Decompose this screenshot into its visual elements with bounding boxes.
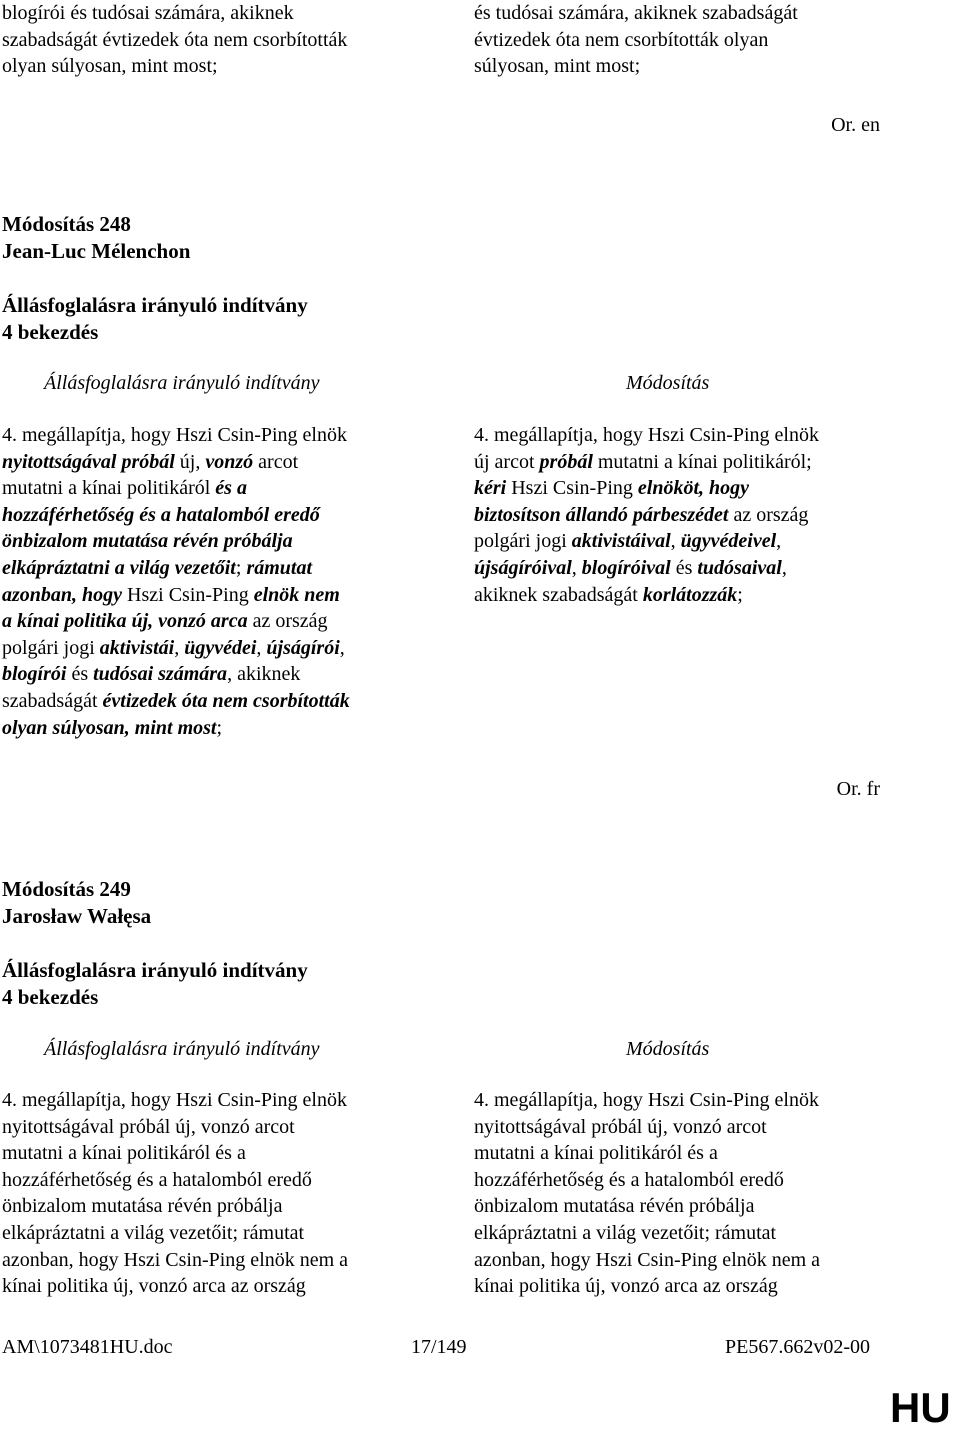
- changed-text: ügyvédei: [184, 636, 257, 659]
- unchanged-text: szabadságát: [2, 689, 103, 712]
- changed-text: a kínai politika új, vonzó arca: [2, 610, 248, 633]
- unchanged-text: és: [66, 663, 94, 686]
- changed-text: önbizalom mutatása révén próbálja: [2, 530, 293, 553]
- text-line: [2, 555, 442, 582]
- text-line: mutatni a kínai politikáról és a: [474, 1142, 718, 1165]
- unchanged-text: Hszi Csin-Ping: [506, 477, 638, 500]
- unchanged-text: ,: [670, 530, 681, 553]
- changed-text: aktivistáival: [571, 530, 671, 553]
- document-type-248: Állásfoglalásra irányuló indítvány: [2, 293, 308, 317]
- changed-text: elnök nem: [253, 583, 340, 606]
- original-text-249: [2, 1087, 442, 1300]
- changed-text: blogírói: [2, 663, 67, 686]
- column-header-motion-249: Állásfoglalásra irányuló indítvány: [44, 1038, 320, 1060]
- unchanged-text: mutatni a kínai politikáról;: [592, 450, 812, 473]
- text-line: [474, 422, 914, 449]
- amendment-title-248: Módosítás 248: [2, 212, 131, 236]
- text-line: és tudósai számára, akiknek szabadságát: [474, 2, 798, 24]
- text-line: hozzáférhetőség és a hatalomból eredő: [474, 1168, 784, 1191]
- changed-text: vonzó: [205, 450, 254, 473]
- unchanged-text: ;: [216, 716, 223, 739]
- changed-text: elnököt, hogy: [637, 477, 750, 500]
- unchanged-text: mutatni a kínai politikáról: [2, 477, 216, 500]
- text-line: [474, 449, 914, 476]
- amendment-author-249: Jarosław Wałęsa: [2, 904, 152, 928]
- changed-text: tudósai számára: [93, 663, 228, 686]
- changed-text: hozzáférhetőség és a hatalomból eredő: [2, 503, 320, 526]
- changed-text: nyitottságával próbál: [2, 450, 175, 473]
- text-line: [2, 608, 442, 635]
- unchanged-text: 4. megállapítja, hogy Hszi Csin-Ping elnök: [474, 424, 819, 446]
- amended-text-249: [474, 1087, 914, 1300]
- amendment-title-249: Módosítás 249: [2, 877, 131, 901]
- changed-text: kéri: [474, 477, 507, 500]
- text-line: [2, 582, 442, 609]
- amended-text-248: [474, 422, 914, 608]
- text-line: szabadságát évtizedek óta nem csorbították: [2, 28, 348, 51]
- changed-text: blogíróival: [581, 556, 671, 579]
- amendment-author-248: Jean-Luc Mélenchon: [2, 239, 191, 263]
- top-left-continuation: [2, 0, 432, 80]
- unchanged-text: és: [670, 556, 698, 579]
- footer-document-reference: AM\1073481HU.doc: [2, 1336, 173, 1358]
- changed-text: korlátozzák: [642, 583, 738, 606]
- text-line: kínai politika új, vonzó arca az ország: [2, 1275, 306, 1298]
- footer-page-number: 17/149: [411, 1336, 467, 1358]
- text-line: olyan súlyosan, mint most;: [2, 55, 218, 78]
- column-header-amendment-249: Módosítás: [626, 1038, 710, 1060]
- changed-text: újságíróival: [474, 556, 572, 579]
- unchanged-text: 4. megállapítja, hogy Hszi Csin-Ping elnök: [2, 424, 347, 446]
- text-line: 4. megállapítja, hogy Hszi Csin-Ping elnök: [2, 1089, 347, 1111]
- text-line: [2, 528, 442, 555]
- changed-text: biztosítson állandó párbeszédet: [474, 503, 729, 526]
- text-line: azonban, hogy Hszi Csin-Ping elnök nem a: [2, 1248, 349, 1271]
- unchanged-text: új arcot: [474, 450, 540, 473]
- changed-text: újságírói: [266, 636, 340, 659]
- unchanged-text: ,: [781, 556, 787, 579]
- unchanged-text: az ország: [728, 503, 809, 526]
- original-text-248: [2, 422, 442, 741]
- text-line: [2, 502, 442, 529]
- unchanged-text: új,: [174, 450, 206, 473]
- text-line: [474, 528, 914, 555]
- changed-text: próbál: [539, 450, 593, 473]
- changed-text: ügyvédeivel: [680, 530, 777, 553]
- unchanged-text: az ország: [247, 610, 328, 633]
- changed-text: tudósaival: [697, 556, 782, 579]
- unchanged-text: ,: [256, 636, 267, 659]
- text-line: 4. megállapítja, hogy Hszi Csin-Ping elnök: [474, 1089, 819, 1111]
- changed-text: és a: [215, 477, 247, 500]
- text-line: súlyosan, mint most;: [474, 55, 641, 78]
- unchanged-text: ,: [776, 530, 782, 553]
- original-language-248: Or. en: [831, 114, 880, 136]
- changed-text: elkápráztatni a világ vezetőit: [2, 556, 236, 579]
- text-line: azonban, hogy Hszi Csin-Ping elnök nem a: [474, 1248, 821, 1271]
- text-line: [2, 475, 442, 502]
- text-line: [2, 635, 442, 662]
- changed-text: rámutat: [246, 556, 313, 579]
- unchanged-text: ,: [174, 636, 185, 659]
- text-line: [2, 715, 442, 742]
- text-line: nyitottságával próbál új, vonzó arcot: [474, 1115, 767, 1138]
- footer-pe-reference: PE567.662v02-00: [725, 1336, 870, 1358]
- original-language-249: Or. fr: [836, 778, 880, 800]
- text-line: önbizalom mutatása révén próbálja: [474, 1195, 755, 1218]
- text-line: mutatni a kínai politikáról és a: [2, 1142, 246, 1165]
- text-line: kínai politika új, vonzó arca az ország: [474, 1275, 778, 1298]
- unchanged-text: ,: [339, 636, 345, 659]
- text-line: [2, 449, 442, 476]
- text-line: elkápráztatni a világ vezetőit; rámutat: [2, 1221, 305, 1244]
- paragraph-ref-249: 4 bekezdés: [2, 985, 99, 1009]
- text-line: évtizedek óta nem csorbították olyan: [474, 28, 769, 51]
- text-line: [2, 422, 442, 449]
- top-right-continuation: [474, 0, 914, 80]
- unchanged-text: , akiknek: [227, 663, 301, 686]
- changed-text: olyan súlyosan, mint most: [2, 716, 217, 739]
- column-header-motion-248: Állásfoglalásra irányuló indítvány: [44, 372, 320, 394]
- text-line: nyitottságával próbál új, vonzó arcot: [2, 1115, 295, 1138]
- unchanged-text: Hszi Csin-Ping: [122, 583, 254, 606]
- text-line: blogírói és tudósai számára, akiknek: [2, 2, 294, 24]
- language-code: HU: [890, 1384, 951, 1431]
- changed-text: évtizedek óta nem csorbították: [102, 689, 350, 712]
- text-line: hozzáférhetőség és a hatalomból eredő: [2, 1168, 312, 1191]
- text-line: önbizalom mutatása révén próbálja: [2, 1195, 283, 1218]
- text-line: [474, 502, 914, 529]
- unchanged-text: ;: [737, 583, 743, 606]
- unchanged-text: akiknek szabadságát: [474, 583, 643, 606]
- unchanged-text: polgári jogi: [2, 636, 100, 659]
- text-line: [474, 582, 914, 609]
- text-line: [474, 475, 914, 502]
- changed-text: azonban, hogy: [2, 583, 123, 606]
- unchanged-text: ;: [235, 556, 247, 579]
- column-header-amendment-248: Módosítás: [626, 372, 710, 394]
- text-line: [474, 555, 914, 582]
- text-line: [2, 661, 442, 688]
- unchanged-text: polgári jogi: [474, 530, 572, 553]
- paragraph-ref-248: 4 bekezdés: [2, 320, 99, 344]
- unchanged-text: ,: [571, 556, 582, 579]
- unchanged-text: arcot: [253, 450, 299, 473]
- text-line: [2, 688, 442, 715]
- document-type-249: Állásfoglalásra irányuló indítvány: [2, 958, 308, 982]
- text-line: elkápráztatni a világ vezetőit; rámutat: [474, 1221, 777, 1244]
- changed-text: aktivistái: [99, 636, 175, 659]
